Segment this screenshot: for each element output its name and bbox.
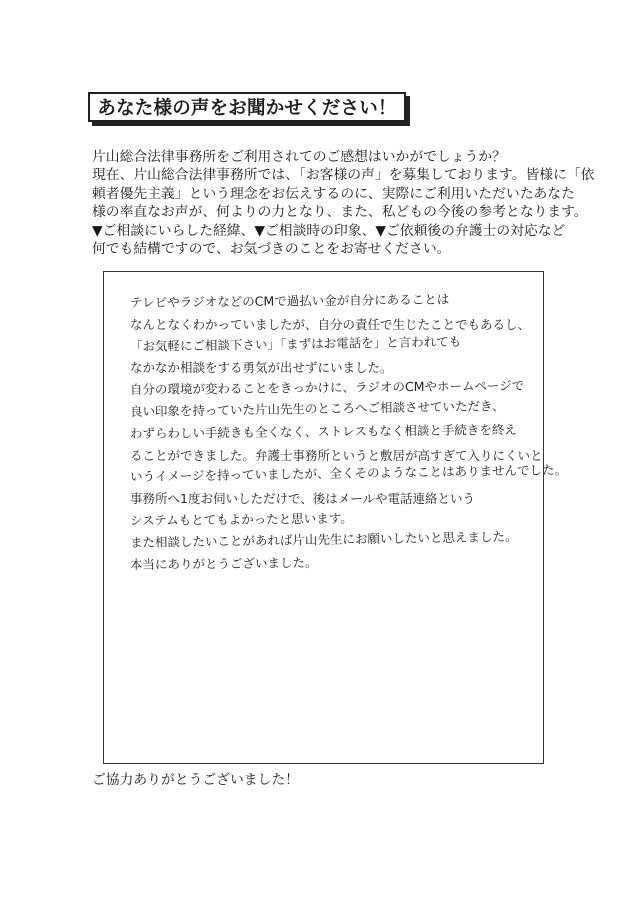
intro-line: ▼ご相談にいらした経緯、▼ご相談時の印象、▼ご依頼後の弁護士の対応など xyxy=(92,222,566,239)
intro-line: 現在、片山総合法律事務所では、「お客様の声」を募集しております。皆様に「依 xyxy=(92,167,595,184)
comment-line: なかなか相談をする勇気が出せずにいました。 xyxy=(130,360,393,376)
comment-line: また相談したいことがあれば片山先生にお願いしたいと思えました。 xyxy=(129,528,518,550)
handwritten-comment xyxy=(129,291,568,575)
page-title-box xyxy=(88,92,406,122)
comment-line: テレビやラジオなどのCMで過払い金が自分にあることは xyxy=(129,291,450,310)
intro-line: 頼者優先主義」という理念をお伝えするのに、実際にご利用いただいたあなた xyxy=(92,185,575,202)
comment-line: なんとなくわかっていましたが、自分の責任で生じたことでもあるし、 xyxy=(130,316,531,332)
comment-line: 事務所へ1度お伺いしただけで、後はメールや電話連絡という xyxy=(130,491,475,507)
comment-line: わずらわしい手続きも全くなく、ストレスもなく相談と手続きを終え xyxy=(129,421,517,441)
comment-line: ることができました。弁護士事務所というと敷居が高すぎて入りにくいと xyxy=(130,447,543,463)
intro-line: 片山総合法律事務所をご利用されてのご感想はいかがでしょうか？ xyxy=(92,149,506,165)
intro-text xyxy=(92,148,595,258)
page-title: あなた様の声をお聞かせください！ xyxy=(97,98,397,119)
intro-line: 何でも結構ですので、お気づきのことをお寄せください。 xyxy=(92,241,451,258)
comment-line: 良い印象を持っていた片山先生のところへご相談させていただき、 xyxy=(129,398,505,419)
comment-line: 本当にありがとうございました。 xyxy=(129,554,318,572)
comment-line: システムもとてもよかったと思います。 xyxy=(129,510,353,528)
intro-line: 様の率直なお声が、何よりの力となり、また、私どもの今後の参考となります。 xyxy=(92,204,588,221)
comment-box xyxy=(103,271,568,764)
comment-line: 自分の環境が変わることをきっかけに、ラジオのCMやホームページで xyxy=(129,378,525,398)
comment-line: いうイメージを持っていましたが、全くそのようなことはありませんでした。 xyxy=(129,462,568,485)
comment-line: 「お気軽にご相談下さい」「まずはお電話を」と言われても xyxy=(129,333,462,354)
thanks-message: ご協力ありがとうございました！ xyxy=(92,772,299,788)
